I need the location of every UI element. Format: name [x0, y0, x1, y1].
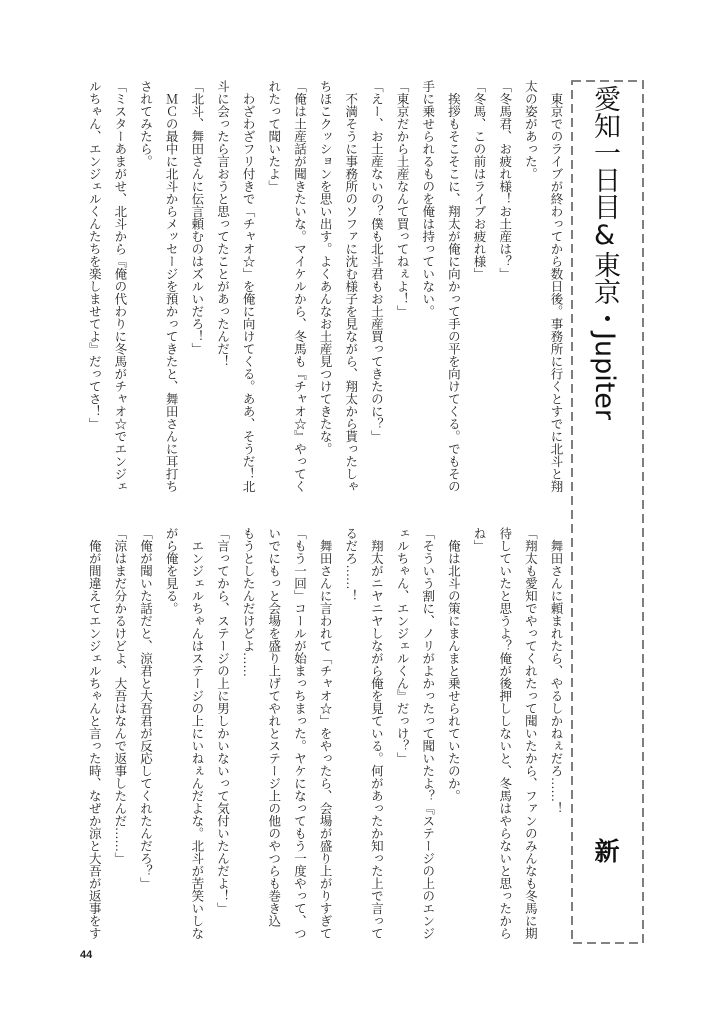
text-column: 「俺が聞いた話だと、涼君と大吾君が反応してくれたんだろ？」	[138, 527, 153, 890]
text-column: 挨拶もそこそこに、翔太が俺に向かって手の平を向けてくる。でもその	[446, 80, 461, 493]
text-column: 「もう一回」コールが始まっちまった。ヤケになってもう一度やって、つ	[292, 527, 307, 940]
text-column: 舞田さんに頼まれたら、やるしかねぇだろ……！	[549, 527, 563, 815]
text-column: 「俺は土産話が聞きたいな。マイケルから、冬馬も『チャオ☆』やってく	[292, 80, 307, 493]
page-number: 44	[80, 949, 93, 961]
title-ampersand: &	[589, 220, 620, 251]
text-column: 不満そうに事務所のソファに沈む様子を見ながら、翔太から貰ったしゃ	[343, 80, 358, 493]
text-column: ね」	[472, 527, 487, 552]
title-part-1: 愛知一日目	[589, 85, 620, 220]
text-column: ちほこクッションを思い出す。よくあんなお土産見つけてきたな。	[318, 80, 333, 455]
chapter-title	[589, 85, 619, 445]
text-column: るだろ……！	[343, 527, 358, 602]
text-column: ェルちゃん、エンジェルくん』だっけ？」	[395, 527, 410, 765]
text-column: 東京でのライブが終わってから数日後。事務所に行くとすでに北斗と翔	[549, 80, 563, 493]
author-name: 新	[591, 838, 620, 863]
text-column: 「えー、お土産ないの？僕も北斗君もお土産買ってきたのに？」	[369, 80, 384, 443]
text-column: 俺は北斗の策にまんまと乗せられていたのか。	[446, 527, 461, 802]
text-column: ルちゃん、エンジェルくんたちを楽しませてよ』だってさ！」	[87, 80, 102, 430]
text-column: 翔太がニヤニヤしながら俺を見ている。何があったか知った上で言って	[369, 527, 384, 940]
text-column: がら俺を見る。	[164, 527, 179, 615]
text-column: 待していたと思うよ？俺が後押ししないと、冬馬はやらないと思ったから	[497, 527, 512, 940]
text-column: 「東京だから土産なんて買ってねぇよ！」	[395, 80, 410, 318]
text-column: 俺が間違えてエンジェルちゃんと言った時、なぜか涼と大吾が返事をす	[87, 527, 102, 940]
text-column: エンジェルちゃんはステージの上にいねぇんだよな。北斗が苦笑いしな	[189, 527, 204, 940]
text-column: ＭＣの最中に北斗からメッセージを預かってきたと、舞田さんに耳打ち	[164, 80, 179, 493]
text-column: わざわざフリ付きで「チャオ☆」を俺に向けてくる。ああ、そうだ！北	[241, 80, 256, 493]
text-column: 「冬馬君、お疲れ様！お土産は？」	[497, 80, 512, 280]
text-column: 舞田さんに言われて「チャオ☆」をやったら、会場が盛り上がりすぎて	[318, 527, 333, 940]
text-column: 「北斗、舞田さんに伝言頼むのはズルいだろ！」	[189, 80, 204, 355]
lower-text-block	[80, 527, 568, 940]
text-column: 「そういう割に、ノリがよかったって聞いたよ？『ステージの上のエンジ	[420, 527, 435, 940]
text-column: 太の姿があった。	[523, 80, 538, 180]
text-column: 手に乗せられるものを俺は持っていない。	[420, 80, 435, 318]
title-latin: Jupiter	[589, 332, 620, 421]
text-column: 「ミスターあまがせ、北斗から『俺の代わりに冬馬がチャオ☆でエンジェ	[112, 80, 127, 493]
text-column: もうとしたんだけどよ……	[241, 527, 256, 677]
text-column: 「涼はまだ分かるけどよ、大吾はなんで返事したんだ……」	[112, 527, 127, 865]
text-column: 「冬馬、この前はライブお疲れ様」	[472, 80, 487, 280]
title-part-2: 東京・	[589, 251, 620, 332]
text-column: 「言ってから、ステージの上に男しかいないって気付いたんだよ！」	[215, 527, 230, 915]
text-column: れたって聞いたよ」	[266, 80, 281, 193]
text-column: されてみたら。	[138, 80, 153, 168]
text-column: 斗に会ったら言おうと思ってたことがあったんだ！	[215, 80, 230, 368]
text-column: いでにもっと会場を盛り上げてやれとステージ上の他のやつらも巻き込	[266, 527, 281, 927]
upper-text-block	[80, 80, 568, 493]
text-column: 「翔太も愛知でやってくれたって聞いたから、ファンのみんなも冬馬に期	[523, 527, 538, 940]
